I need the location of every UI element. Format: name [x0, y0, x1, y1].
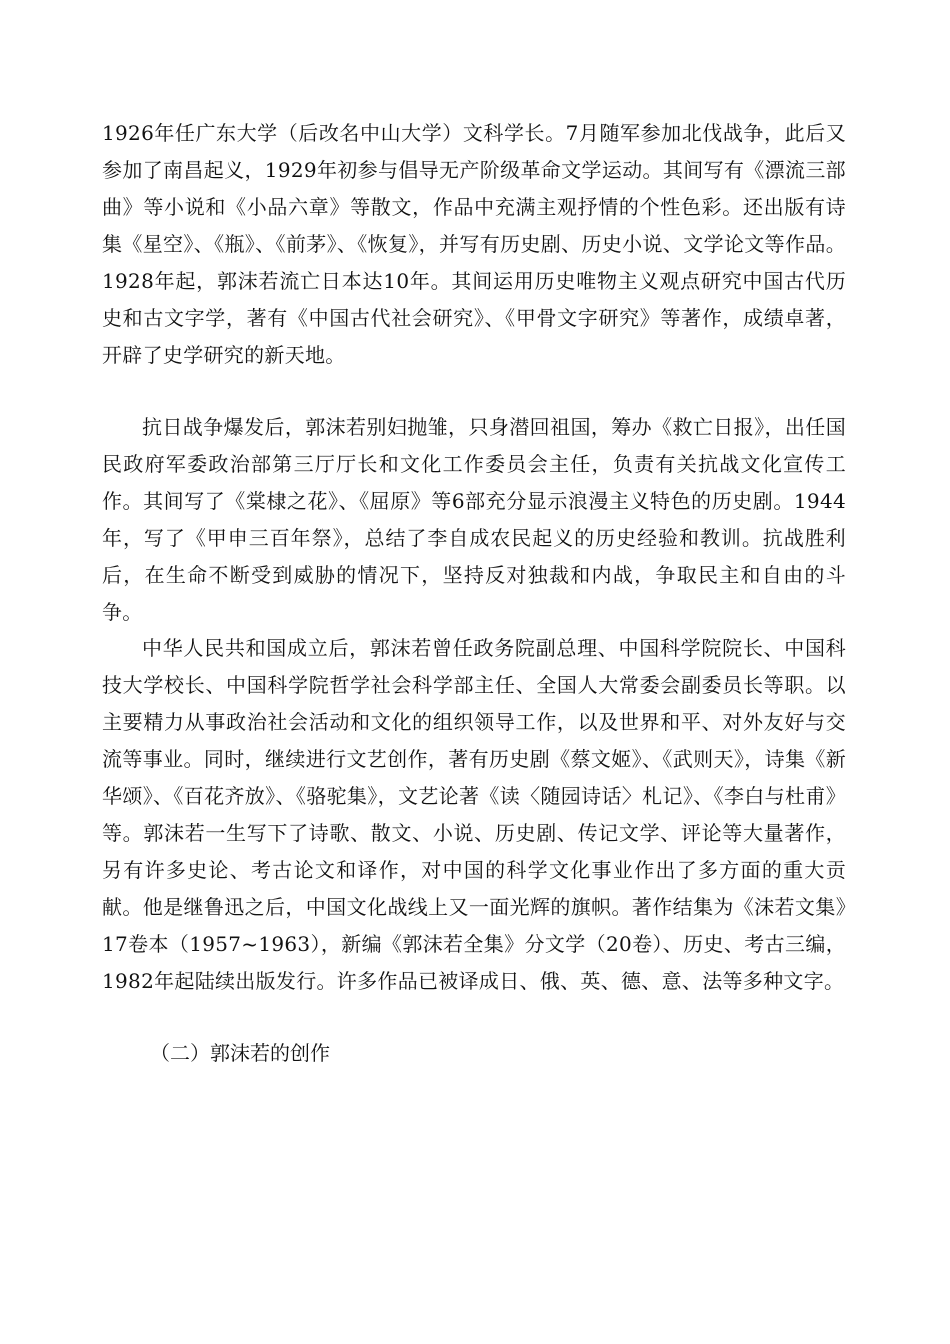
section-heading: （二）郭沫若的创作: [150, 1041, 330, 1065]
paragraph-after-1949: 中华人民共和国成立后，郭沫若曾任政务院副总理、中国科学院院长、中国科技大学校长、中国科学院哲学社会科学部主任、全国人大常委会副委员长等职。以主要精力从事政治社会活动和文化的组织领导工作，以及世界和平、对外友好与交流等事业。同时，继续进行文艺创作，著有历史剧《蔡文姬》、《武则天》，诗集《新华颂》、《百花齐放》、《骆驼集》，文艺论著《读〈随园诗话〉札记》、《李白与杜甫》等。郭沫若一生写下了诗歌、散文、小说、历史剧、传记文学、评论等大量著作，另有许多史论、考古论文和译作，对中国的科学文化事业作出了多方面的重大贡献。他是继鲁迅之后，中国文化战线上又一面光辉的旗帜。著作结集为《沫若文集》17卷本（1957~1963），新编《郭沫若全集》分文学（20卷）、历史、考古三编，1982年起陆续出版发行。许多作品已被译成日、俄、英、德、意、法等多种文字。: [102, 636, 846, 993]
paragraph-career-1926: 1926年任广东大学（后改名中山大学）文科学长。7月随军参加北伐战争，此后又参加了南昌起义，1929年初参与倡导无产阶级革命文学运动。其间写有《漂流三部曲》等小说和《小品六章》等散文，作品中充满主观抒情的个性色彩。还出版有诗集《星空》、《瓶》、《前茅》、《恢复》，并写有历史剧、历史小说、文学论文等作品。1928年起，郭沫若流亡日本达10年。其间运用历史唯物主义观点研究中国古代历史和古文字学，著有《中国古代社会研究》、《甲骨文字研究》等著作，成绩卓著，开辟了史学研究的新天地。: [102, 121, 846, 367]
paragraph-war-of-resistance: 抗日战争爆发后，郭沫若别妇抛雏，只身潜回祖国，筹办《救亡日报》，出任国民政府军委政治部第三厅厅长和文化工作委员会主任，负责有关抗战文化宣传工作。其间写了《棠棣之花》、《屈原》等6部充分显示浪漫主义特色的历史剧。1944年，写了《甲申三百年祭》，总结了李自成农民起义的历史经验和教训。抗战胜利后，在生命不断受到威胁的情况下，坚持反对独裁和内战，争取民主和自由的斗争。: [102, 415, 846, 624]
